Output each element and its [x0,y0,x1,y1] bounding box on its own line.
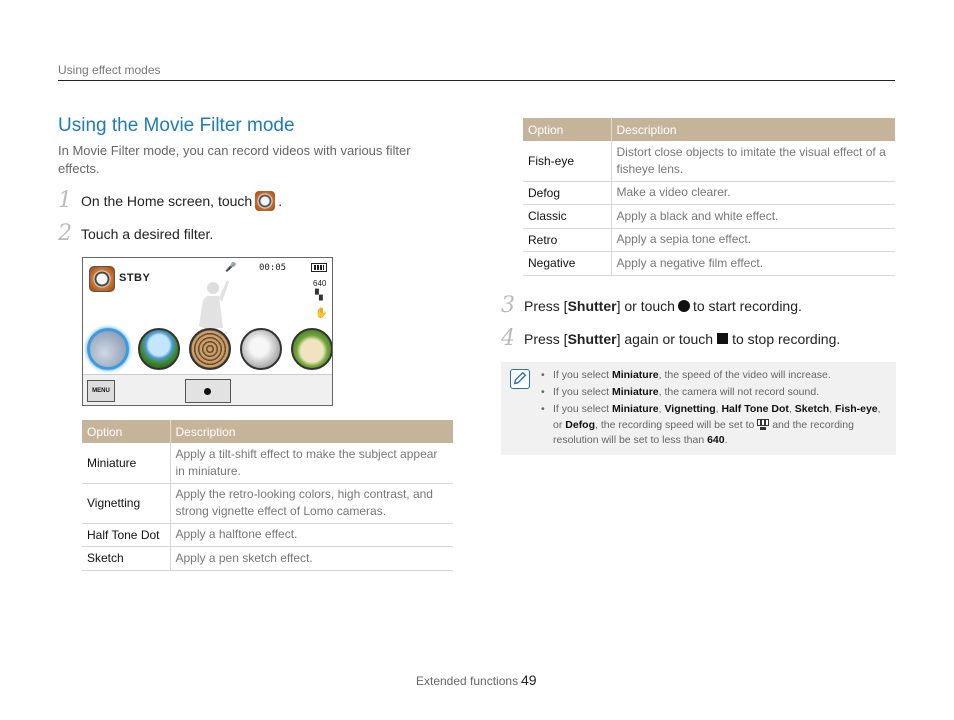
table-row [82,523,453,546]
table-row [82,443,453,483]
step-1 [58,188,282,213]
step-text: Touch a desired filter. [81,225,214,242]
note-text: , the recording speed will be set to [595,418,755,431]
table-row [82,546,453,570]
step-number: 1 [58,188,72,213]
table-row [523,251,895,275]
step-text: to start recording. [692,297,802,314]
option-description: Make a video clearer. [611,181,895,204]
option-name: Sketch [82,546,170,570]
note-bold: 640 [707,434,725,446]
note-text: , [658,403,665,415]
note-pencil-icon [510,369,530,389]
note-list [541,368,891,450]
running-head: Using effect modes [58,63,161,77]
stop-icon [717,333,728,344]
battery-icon [311,263,327,272]
camera-screen-illustration [82,257,333,406]
status-label: STBY [119,272,151,284]
step-text: Press [ [524,297,568,314]
table-header-row [82,420,453,443]
shutter-key-label: Shutter [567,330,617,347]
note-bold: Miniature [611,369,659,381]
note-text: , or [553,403,881,431]
step-number: 2 [58,221,72,246]
option-description: Apply a sepia tone effect. [611,228,895,251]
table-header-row [523,118,895,141]
ois-icon: ✋ [315,308,328,319]
option-name: Negative [523,251,611,275]
filter-fish-eye[interactable] [291,328,333,370]
filter-vignetting[interactable] [138,328,180,370]
note-bold: Vignetting [664,403,716,415]
note-text: , [788,403,795,415]
option-description: Apply a negative film effect. [611,251,895,275]
filter-options [87,328,333,370]
speed-icon [757,419,769,430]
column-header-option: Option [82,420,170,443]
option-description: Apply a halftone effect. [170,523,453,546]
option-name: Vignetting [82,483,170,523]
option-name: Defog [523,181,611,204]
footer-label: Extended functions [416,674,519,688]
filter-miniature[interactable] [87,328,129,370]
note-text: , the speed of the video will increase. [658,369,831,381]
voice-off-icon: 🎤 [225,262,237,272]
note-text: . [724,434,728,446]
table-row [523,228,895,251]
step-text: . [278,192,283,209]
note-text: If you select [553,386,612,398]
page-number: 49 [521,672,537,688]
filter-options-table-2 [523,118,895,276]
option-description: Distort close objects to imitate the visual effect of a fisheye lens. [611,141,895,181]
note-bold: Defog [565,418,596,431]
note-text: , [715,403,722,415]
option-description: Apply the retro-looking colors, high contrast, and strong vignette effect of Lomo cameras. [170,483,453,523]
column-header-description: Description [170,420,453,443]
note-bold: Miniature [611,403,659,415]
step-number: 4 [501,326,515,351]
option-description: Apply a black and white effect. [611,204,895,228]
speed-icon: ▚ [315,290,323,301]
filter-sketch[interactable] [240,328,282,370]
filter-half-tone-dot[interactable] [189,328,231,370]
table-row [523,141,895,181]
note-bold: Sketch [794,403,830,415]
step-number: 3 [501,293,515,318]
recording-time: 00:05 [259,263,287,273]
option-description: Apply a tilt-shift effect to make the subject appear in miniature. [170,443,453,483]
shutter-key-label: Shutter [567,297,617,314]
step-3 [501,293,802,318]
note-item [541,402,891,449]
note-text: If you select [553,369,612,381]
header-rule [58,80,895,81]
option-name: Classic [523,204,611,228]
table-row [523,181,895,204]
resolution-label: 640 [313,279,327,288]
record-button[interactable] [185,379,231,403]
section-intro: In Movie Filter mode, you can record videos with various filter effects. [58,143,411,176]
menu-button[interactable]: MENU [87,380,115,402]
note-text: and the recording resolution will be set to less than [553,418,854,446]
section-title: Using the Movie Filter mode [58,115,295,136]
note-bold: Half Tone Dot [721,403,789,415]
note-text: , the camera will not record sound. [658,386,820,398]
step-text: to stop recording. [732,330,841,347]
step-text: ] again or touch [616,330,714,347]
step-text: On the Home screen, touch [81,192,253,209]
option-name: Retro [523,228,611,251]
note-box [501,362,896,455]
option-description: Apply a pen sketch effect. [170,546,453,570]
note-text: If you select [553,403,612,415]
note-bold: Miniature [611,386,659,398]
step-4 [501,326,840,351]
step-2 [58,221,213,246]
record-icon [678,300,690,312]
note-item [541,368,891,384]
table-row [523,204,895,228]
table-row [82,483,453,523]
option-name: Fish-eye [523,141,611,181]
column-header-description: Description [611,118,895,141]
movie-filter-mode-icon [89,266,115,292]
option-name: Half Tone Dot [82,523,170,546]
note-item [541,385,891,401]
option-name: Miniature [82,443,170,483]
column-header-option: Option [523,118,611,141]
step-text: Press [ [524,330,568,347]
filter-options-table-1 [82,420,453,571]
note-bold: Fish-eye [835,403,878,415]
step-text: ] or touch [616,297,675,314]
movie-filter-mode-icon [255,191,275,211]
note-text: , [829,403,836,415]
camera-bottom-bar [83,374,333,406]
